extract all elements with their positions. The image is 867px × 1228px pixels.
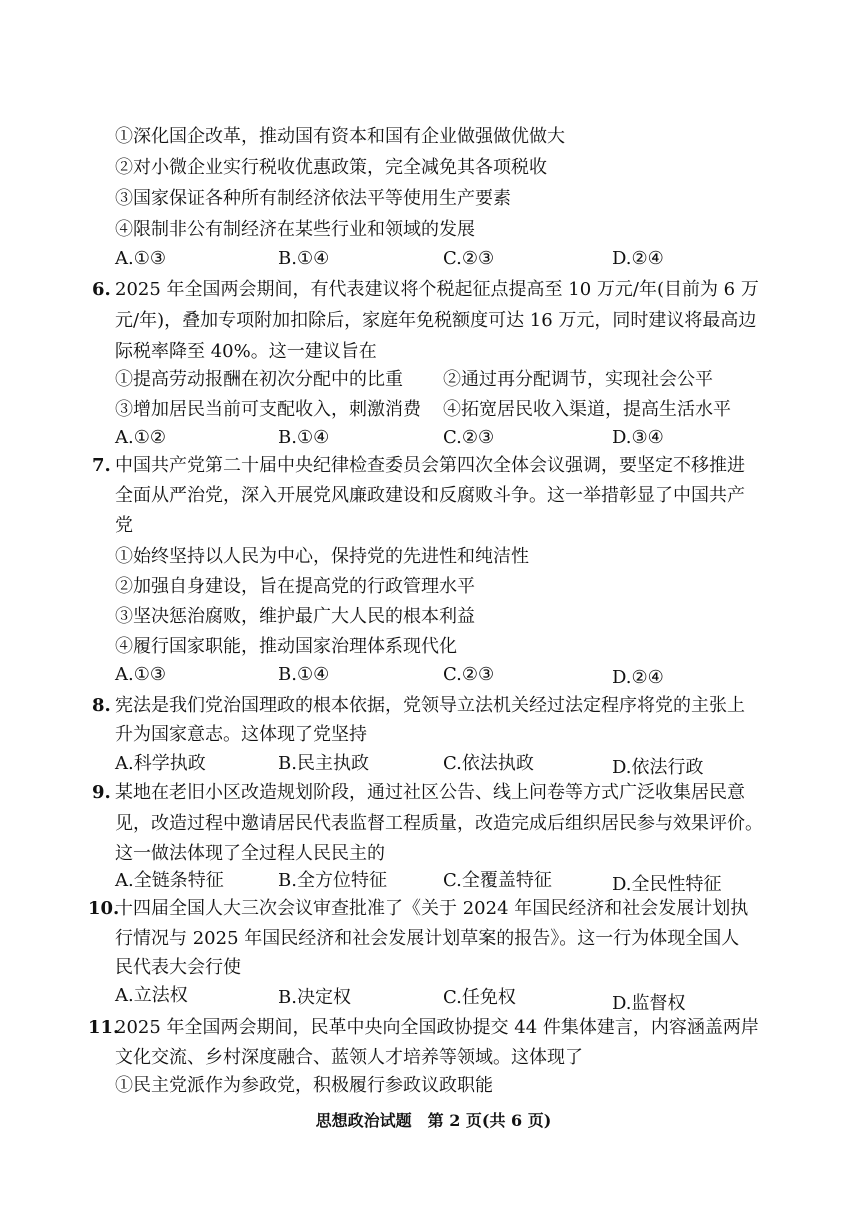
q7-option-c: C.②③ <box>443 664 495 685</box>
q10-stem-line-3: 民代表大会行使 <box>115 957 241 978</box>
q6-option-b: B.①④ <box>278 427 330 448</box>
q7-option-b: B.①④ <box>278 664 330 685</box>
page-footer: 思想政治试题 第 2 页(共 6 页) <box>315 1111 552 1130</box>
q7-statement-3: ③坚决惩治腐败，维护最广大人民的根本利益 <box>115 606 475 627</box>
q9-stem-line-1: 某地在老旧小区改造规划阶段，通过社区公告、线上问卷等方式广泛收集居民意 <box>115 782 745 803</box>
q7-option-a: A.①③ <box>115 664 166 685</box>
q5-statement-3: ③国家保证各种所有制经济依法平等使用生产要素 <box>115 188 511 209</box>
q5-option-b: B.①④ <box>278 248 330 269</box>
q10-option-c: C.任免权 <box>443 987 516 1008</box>
q7-number: 7. <box>92 455 111 476</box>
q5-option-c: C.②③ <box>443 248 495 269</box>
q7-statement-4: ④履行国家职能，推动国家治理体系现代化 <box>115 636 457 657</box>
q6-number: 6. <box>92 279 111 300</box>
q7-option-d: D.②④ <box>612 667 664 688</box>
q9-option-d: D.全民性特征 <box>612 874 722 895</box>
q8-option-b: B.民主执政 <box>278 753 369 774</box>
q8-stem-line-1: 宪法是我们党治国理政的根本依据，党领导立法机关经过法定程序将党的主张上 <box>115 695 745 716</box>
q11-stem-line-1: 2025 年全国两会期间，民革中央向全国政协提交 44 件集体建言，内容涵盖两岸 <box>115 1017 759 1038</box>
q5-statement-4: ④限制非公有制经济在某些行业和领域的发展 <box>115 219 475 240</box>
q6-statement-3: ③增加居民当前可支配收入，刺激消费 <box>115 399 421 420</box>
q10-stem-line-1: 十四届全国人大三次会议审查批准了《关于 2024 年国民经济和社会发展计划执 <box>115 898 749 919</box>
q8-option-a: A.科学执政 <box>115 753 206 774</box>
q10-option-d: D.监督权 <box>612 993 686 1014</box>
q7-statement-1: ①始终坚持以人民为中心，保持党的先进性和纯洁性 <box>115 546 529 567</box>
q8-stem-line-2: 升为国家意志。这体现了党坚持 <box>115 724 367 745</box>
q6-statement-1: ①提高劳动报酬在初次分配中的比重 <box>115 369 403 390</box>
q9-option-c: C.全覆盖特征 <box>443 870 552 891</box>
q10-number: 10. <box>88 898 120 919</box>
q8-option-d: D.依法行政 <box>612 757 704 778</box>
q5-statement-1: ①深化国企改革，推动国有资本和国有企业做强做优做大 <box>115 126 565 147</box>
q5-option-a: A.①③ <box>115 248 166 269</box>
q7-statement-2: ②加强自身建设，旨在提高党的行政管理水平 <box>115 576 475 597</box>
q6-statement-2: ②通过再分配调节，实现社会公平 <box>443 369 713 390</box>
q8-number: 8. <box>92 695 111 716</box>
q9-option-a: A.全链条特征 <box>115 870 224 891</box>
q6-option-a: A.①② <box>115 427 166 448</box>
q6-stem-line-2: 元/年)，叠加专项附加扣除后，家庭年免税额度可达 16 万元，同时建议将最高边 <box>115 310 757 331</box>
q6-stem-line-3: 际税率降至 40%。这一建议旨在 <box>115 341 377 362</box>
q9-number: 9. <box>92 782 111 803</box>
q6-statement-4: ④拓宽居民收入渠道，提高生活水平 <box>443 399 731 420</box>
q8-option-c: C.依法执政 <box>443 753 534 774</box>
q9-stem-line-3: 这一做法体现了全过程人民民主的 <box>115 843 385 864</box>
q7-stem-line-2: 全面从严治党，深入开展党风廉政建设和反腐败斗争。这一举措彰显了中国共产 <box>115 485 745 506</box>
q5-option-d: D.②④ <box>612 248 664 269</box>
q11-stem-line-2: 文化交流、乡村深度融合、蓝领人才培养等领域。这体现了 <box>115 1047 583 1068</box>
q7-stem-line-3: 党 <box>115 515 133 536</box>
q6-stem-line-1: 2025 年全国两会期间，有代表建议将个税起征点提高至 10 万元/年(目前为 6 万 <box>115 279 759 300</box>
q11-statement-1: ①民主党派作为参政党，积极履行参政议政职能 <box>115 1075 493 1096</box>
q6-option-d: D.③④ <box>612 427 664 448</box>
q11-number: 11. <box>88 1017 120 1038</box>
q5-statement-2: ②对小微企业实行税收优惠政策，完全减免其各项税收 <box>115 157 547 178</box>
q6-option-c: C.②③ <box>443 427 495 448</box>
q7-stem-line-1: 中国共产党第二十届中央纪律检查委员会第四次全体会议强调，要坚定不移推进 <box>115 455 745 476</box>
q10-option-a: A.立法权 <box>115 985 188 1006</box>
q10-stem-line-2: 行情况与 2025 年国民经济和社会发展计划草案的报告》。这一行为体现全国人 <box>115 928 740 949</box>
q10-option-b: B.决定权 <box>278 987 351 1008</box>
q9-stem-line-2: 见，改造过程中邀请居民代表监督工程质量，改造完成后组织居民参与效果评价。 <box>115 813 763 834</box>
q9-option-b: B.全方位特征 <box>278 870 387 891</box>
